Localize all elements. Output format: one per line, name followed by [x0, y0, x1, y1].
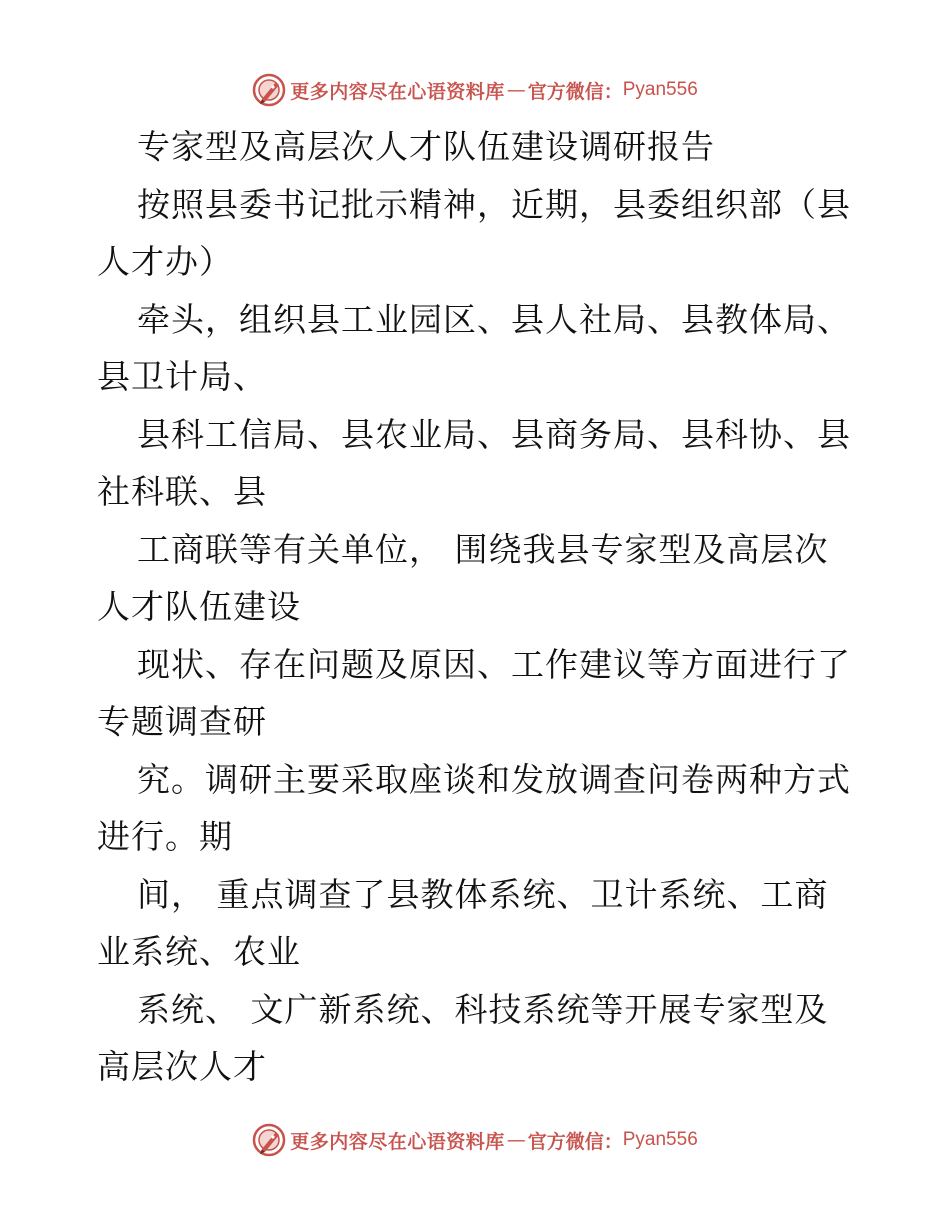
paragraph-7 — [97, 866, 857, 981]
banner-separator: — — [506, 1129, 526, 1151]
paragraph-6 — [97, 751, 857, 866]
banner-main-text: 更多内容尽在心语资料库 — [290, 80, 505, 103]
paragraph-6-line-1: 究。调研主要采取座谈和发放调查问卷两种方式 — [137, 759, 851, 799]
banner-separator: — — [506, 79, 526, 101]
paragraph-8-line-2: 高层次人才 — [97, 1047, 267, 1086]
paragraph-7-line-1: 间， 重点调查了县教体系统、卫计系统、工商 — [137, 874, 829, 914]
paragraph-5-line-2: 专题调查研 — [97, 702, 267, 741]
banner-wechat-label: 官方微信： — [527, 80, 623, 103]
banner-wechat-label: 官方微信： — [527, 1130, 623, 1153]
paragraph-8 — [97, 981, 857, 1096]
paragraph-8-line-1: 系统、 文广新系统、科技系统等开展专家型及 — [137, 989, 829, 1029]
banner-wechat-id: Pyan556 — [622, 1129, 698, 1150]
banner-wechat-id: Pyan556 — [622, 79, 698, 100]
paragraph-7-line-2: 业系统、农业 — [97, 932, 301, 971]
paragraph-1-line-2: 人才办） — [97, 242, 233, 281]
paragraph-3 — [97, 406, 857, 521]
paragraph-4-line-1: 工商联等有关单位， 围绕我县专家型及高层次 — [137, 529, 829, 569]
paragraph-4 — [97, 521, 857, 636]
header-watermark-banner — [0, 70, 950, 110]
paragraph-1-line-1: 按照县委书记批示精神，近期，县委组织部（县 — [137, 184, 851, 224]
paragraph-3-line-2: 社科联、县 — [97, 472, 267, 511]
paragraph-2-line-1: 牵头，组织县工业园区、县人社局、县教体局、 — [137, 299, 851, 339]
paragraph-2 — [97, 291, 857, 406]
banner-main-text: 更多内容尽在心语资料库 — [290, 1130, 505, 1153]
pen-logo-icon — [252, 1123, 286, 1157]
document-title: 专家型及高层次人才队伍建设调研报告 — [137, 127, 715, 166]
paragraph-3-line-1: 县科工信局、县农业局、县商务局、县科协、县 — [137, 414, 851, 454]
paragraph-1 — [97, 176, 857, 291]
paragraph-4-line-2: 人才队伍建设 — [97, 587, 301, 626]
paragraph-5-line-1: 现状、存在问题及原因、工作建议等方面进行了 — [137, 644, 851, 684]
paragraph-5 — [97, 636, 857, 751]
document-body — [97, 118, 857, 1096]
paragraph-2-line-2: 县卫计局、 — [97, 357, 267, 396]
pen-logo-icon — [252, 73, 286, 107]
paragraph-6-line-2: 进行。期 — [97, 817, 233, 856]
footer-watermark-banner — [0, 1120, 950, 1160]
